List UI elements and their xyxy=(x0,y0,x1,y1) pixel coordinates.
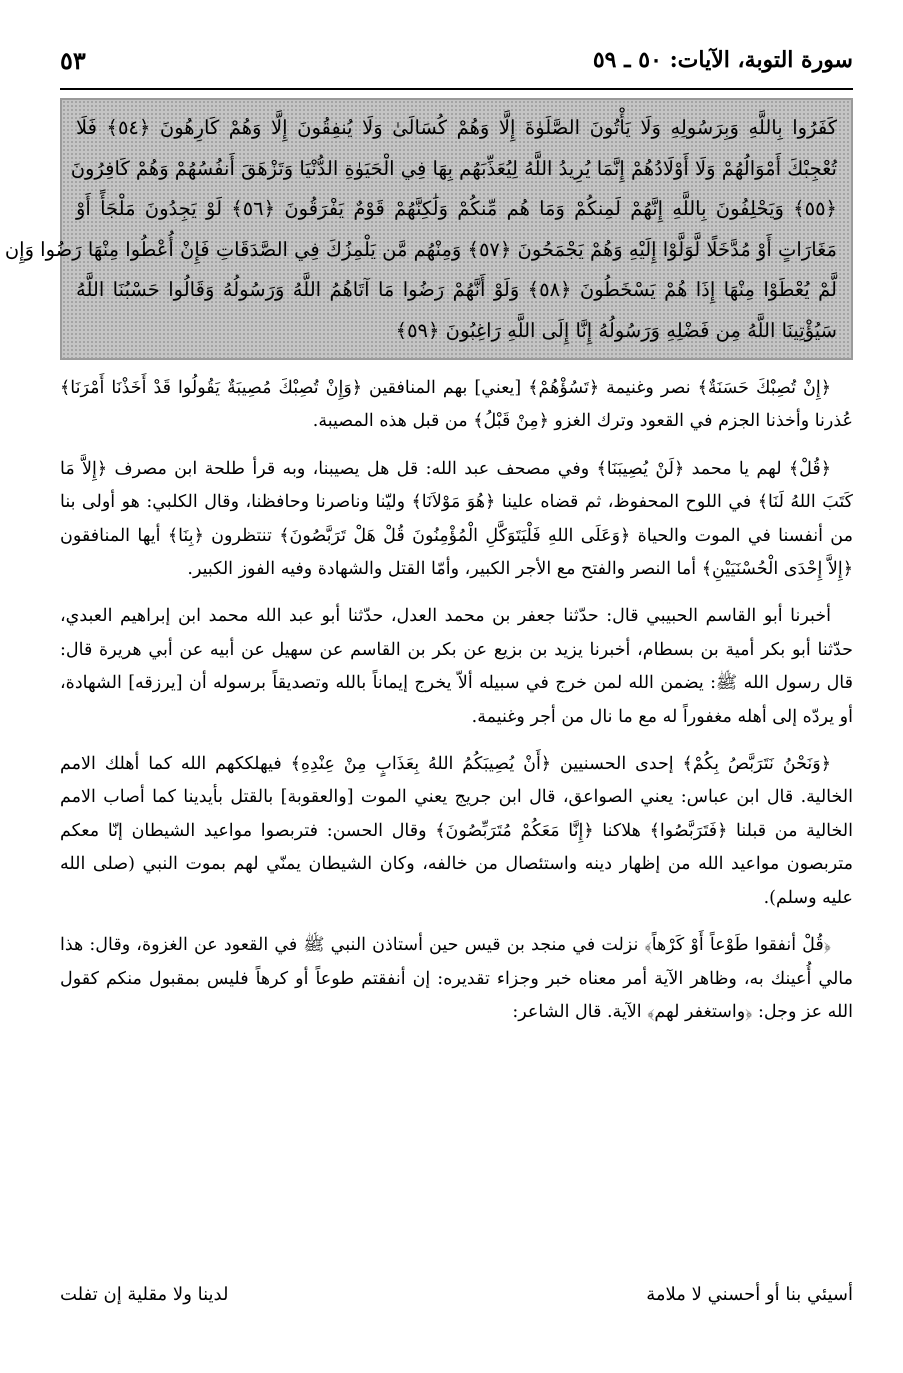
verse-line: تُعْجِبْكَ أَمْوَالُهُمْ وَلَا أَوْلَادُهُمْ إِنَّمَا يُرِيدُ اللَّهُ لِيُعَذِّبَهُم بِهَا فِي الْحَيَوٰةِ الدُّنْيَا وَتَزْهَقَ أَنفُسُهُمْ وَهُمْ كَافِرُونَ xyxy=(70,156,837,180)
commentary-paragraph: ﴿إِنْ تُصِبْكَ حَسَنَةٌ﴾ نصر وغنيمة ﴿تَسُؤْهُمْ﴾ [يعني] بهم المنافقين ﴿وَإِنْ تُصِبْكَ مُصِيبَةٌ يَقُولُوا قَدْ أَخَذْنَا أَمْرَنَا﴾ عُذرنا وأخذنا الجزم في القعود وترك الغزو ﴿مِنْ قَبْلُ﴾ من قبل هذه المصيبة. xyxy=(60,378,853,432)
commentary-body xyxy=(60,372,853,1043)
poem-first-hemistich: أسيئي بنا أو أحسني لا ملامة xyxy=(646,1284,853,1305)
verse-line: ﴿٥٥﴾ وَيَحْلِفُونَ بِاللَّهِ إِنَّهُمْ لَمِنكُمْ وَمَا هُم مِّنكُمْ وَلَٰكِنَّهُمْ قَوْمٌ يَفْرَقُونَ ﴿٥٦﴾ لَوْ يَجِدُونَ مَلْجَأً أَوْ xyxy=(76,197,837,220)
verse-line: سَيُؤْتِينَا اللَّهُ مِن فَضْلِهِ وَرَسُولُهُ إِنَّا إِلَى اللَّهِ رَاغِبُونَ ﴿٥٩﴾ xyxy=(395,318,837,342)
commentary-paragraph: أخبرنا أبو القاسم الحبيبي قال: حدّثنا جعفر بن محمد العدل، حدّثنا أبو عبد الله محمد ابن إبراهيم العبدي، حدّثنا أبو بكر أمية بن بسطام، أخبرنا يزيد بن بزيع عن بكر بن القاسم عن سهيل عن أبيه عن أبي هريرة قال: قال رسول الله ﷺ: يضمن الله لمن خرج في سبيله ألاّ يخرج إيماناً بالله وتصديقاً برسوله أن [يرزقه] الشهادة، أو يردّه إلى أهله مغفوراً له مع ما نال من أجر وغنيمة. xyxy=(60,606,853,727)
poem-verse xyxy=(60,1280,853,1310)
quran-verse-box xyxy=(4,98,853,360)
verse-line: كَفَرُوا بِاللَّهِ وَبِرَسُولِهِ وَلَا يَأْتُونَ الصَّلَوٰةَ إِلَّا وَهُمْ كُسَالَىٰ وَلَا يُنفِقُونَ إِلَّا وَهُمْ كَارِهُونَ ﴿٥٤﴾ فَلَا xyxy=(76,116,837,139)
verse-line: لَّمْ يُعْطَوْا مِنْهَا إِذَا هُمْ يَسْخَطُونَ ﴿٥٨﴾ وَلَوْ أَنَّهُمْ رَضُوا مَا آتَاهُمُ اللَّهُ وَرَسُولُهُ وَقَالُوا حَسْبُنَا اللَّهُ xyxy=(76,278,837,301)
commentary-paragraph: ﴿قُلْ أنفقوا طَوْعاً أَوْ كَرْهاً﴾ نزلت في منجد بن قيس حين أستاذن النبي ﷺ في القعود عن الغزوة، وقال: هذا مالي أُعينك به، وظاهر الآية أمر معناه خبر وجزاء تقديره: إن أنفقتم طوعاً أو كرهاً فليس بمقبول منكم كقول الله عز وجل: ﴿واستغفر لهم﴾ الآية. قال الشاعر: xyxy=(60,935,853,1022)
poem-second-hemistich: لدينا ولا مقلية إن تفلت xyxy=(60,1284,229,1305)
header-title: سورة التوبة، الآيات: ٥٠ ـ ٥٩ xyxy=(592,47,853,73)
header-divider xyxy=(60,88,853,90)
page-number: ٥٣ xyxy=(60,45,86,75)
page-header xyxy=(60,36,853,84)
commentary-paragraph: ﴿قُلْ﴾ لهم يا محمد ﴿لَنْ يُصِيبَنَا﴾ وفي مصحف عبد الله: قل هل يصيبنا، وبه قرأ طلحة ابن مصرف ﴿إِلاَّ مَا كَتَبَ اللهُ لَنَا﴾ في اللوح المحفوظ، ثم قضاه علينا ﴿هُوَ مَوْلاَنَا﴾ وليّنا وناصرنا وحافظنا، وقال الكلبي: هو أولى بنا من أنفسنا في الموت والحياة ﴿وَعَلَى اللهِ فَلْيَتَوَكَّلِ الْمُؤْمِنُونَ قُلْ هَلْ تَرَبَّصُونَ﴾ تنتظرون ﴿بِنَا﴾ أيها المنافقون ﴿إِلاَّ إِحْدَى الْحُسْنَيَيْنِ﴾ أما النصر والفتح مع الأجر الكبير، وأمّا القتل والشهادة وفيه الفوز الكبير. xyxy=(60,458,853,580)
verse-line: مَغَارَاتٍ أَوْ مُدَّخَلًا لَّوَلَّوْا إِلَيْهِ وَهُمْ يَجْمَحُونَ ﴿٥٧﴾ وَمِنْهُم مَّن يَلْمِزُكَ فِي الصَّدَقَاتِ فَإِنْ أُعْطُوا مِنْهَا رَضُوا وَإِن xyxy=(4,237,837,261)
commentary-paragraph: ﴿وَنَحْنُ نَتَرَبَّصُ بِكُمْ﴾ إحدى الحسنيين ﴿أَنْ يُصِيبَكُمُ اللهُ بِعَذَابٍ مِنْ عِنْدِهِ﴾ فيهلككهم الله كما أهلك الامم الخالية. قال ابن عباس: يعني الصواعق، قال ابن جريج يعني الموت [والعقوبة] بالقتل بأيدينا كما أصاب الامم الخالية من قبلنا ﴿فَتَرَبَّصُوا﴾ هلاكنا ﴿إِنَّا مَعَكُمْ مُتَرَبِّصُونَ﴾ وقال الحسن: فتربصوا مواعيد الشيطان إنّا معكم متربصون مواعيد الله من إظهار دينه واستئصال من خالفه، وكان الشيطان يمنّي لهم بموت النبي (صلى الله عليه وسلم). xyxy=(60,754,853,908)
